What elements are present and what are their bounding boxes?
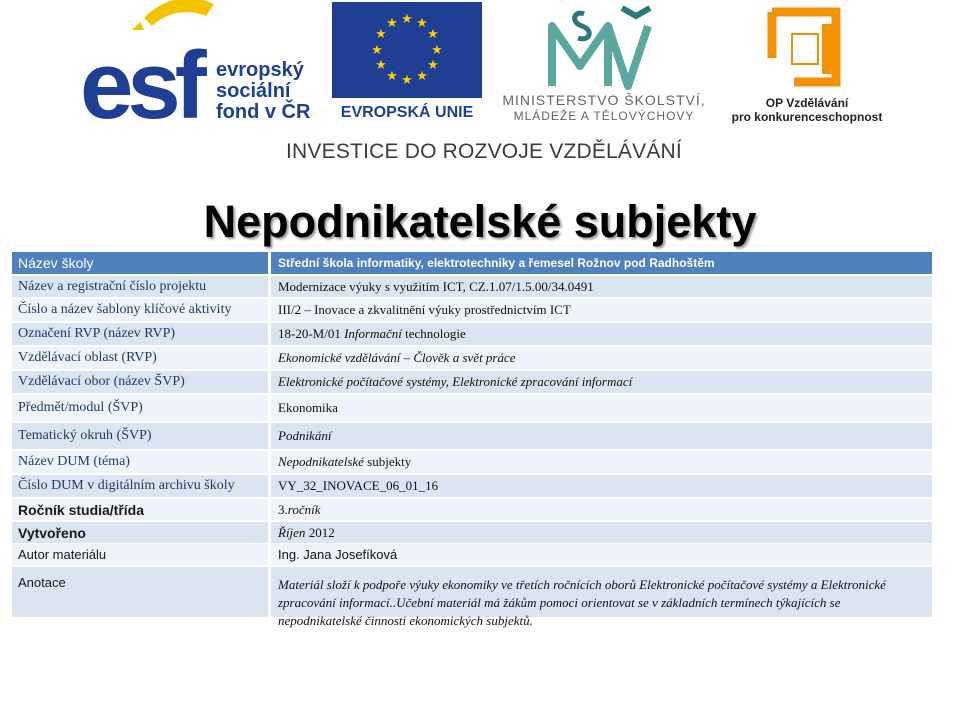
table-row [12,451,932,473]
row-value: III/2 – Inovace a zkvalitnění výuky prostřednictvím ICT [271,299,932,321]
row-value: Ing. Jana Josefíková [271,544,932,565]
esf-line-1: evropský [216,59,304,81]
svg-text:★: ★ [375,27,387,42]
row-value: Materiál složí k podpoře výuky ekonomiky ve třetích ročnících oborů Elektronické počítačové systémy a Elektronické zpracování informací..Učební materiál má žákům pomoci orientovat se v základních termínech týkajících se nepodnikatelské činnosti ekonomických subjektů. [271,567,932,617]
value-part: Informační [344,326,402,341]
svg-text:★: ★ [386,16,398,31]
row-label: Předmět/modul (ŠVP) [12,395,268,421]
msmt-wordmark [484,92,724,124]
row-label: Vytvořeno [12,522,268,543]
svg-text:★: ★ [386,69,398,84]
row-label: Číslo a název šablony klíčové aktivity [12,299,268,321]
svg-text:★: ★ [427,58,439,73]
table-row [12,567,932,628]
row-value: Elektronické počítačové systémy, Elektronické zpracování informací [271,371,932,393]
value-part: ročník [287,501,321,517]
table-row [12,423,932,449]
table-row [12,475,932,497]
msmt-line-1: MINISTERSTVO ŠKOLSTVÍ, [502,92,706,108]
row-value: Modernizace výuky s využitím ICT, CZ.1.07/1.5.00/34.0491 [271,276,932,297]
row-value: VY_32_INOVACE_06_01_16 [271,475,932,497]
svg-text:★: ★ [401,73,413,88]
svg-text:★: ★ [401,12,413,27]
value-part: Říjen [278,524,306,540]
svg-text:★: ★ [416,16,428,31]
table-row [12,276,932,297]
op-line-1: OP Vzdělávání [765,96,849,110]
row-value: Ekonomika [271,395,932,421]
row-label: Vzdělávací obor (název ŠVP) [12,371,268,393]
row-value [271,499,932,520]
value-part: a svět práce [449,350,516,365]
table-row [12,299,932,321]
row-value [271,347,932,369]
table-row [12,544,932,565]
value-part: 2012 [305,524,335,540]
slide-title: Nepodnikatelské subjekty [203,196,757,247]
svg-text:★: ★ [416,69,428,84]
table-row [12,371,932,393]
row-label: Název školy [12,252,268,274]
row-value [271,323,932,345]
table-row [12,347,932,369]
row-label: Autor materiálu [12,544,268,565]
eu-flag-icon [332,2,482,98]
row-label: Tematický okruh (ŠVP) [12,423,268,449]
value-part: subjekty [363,454,412,469]
svg-text:esf: esf [80,32,201,139]
esf-line-2: sociální [216,80,291,102]
op-wordmark [722,96,892,124]
svg-text:★: ★ [431,43,443,58]
table-row [12,522,932,543]
row-label: Vzdělávací oblast (RVP) [12,347,268,369]
value-part: 18-20-M/01 [278,326,345,341]
value-part: technologie [401,326,466,341]
row-label: Označení RVP (název RVP) [12,323,268,345]
row-label: Anotace [12,567,268,617]
esf-wordmark [216,60,310,123]
msmt-logo [544,6,664,92]
svg-text:★: ★ [371,43,383,58]
row-label: Název a registrační číslo projektu [12,276,268,297]
svg-text:★: ★ [427,27,439,42]
row-value: Podnikání [271,423,932,449]
table-row [12,499,932,520]
msmt-line-2: MLÁDEŽE A TĚLOVÝCHOVY [513,109,695,123]
row-value [271,522,932,543]
investice-slogan: INVESTICE DO ROZVOJE VZDĚLÁVÁNÍ [286,140,682,163]
row-value: Střední škola informatiky, elektrotechniky a řemesel Rožnov pod Radhoštěm [271,252,932,274]
eu-label: EVROPSKÁ UNIE [340,104,474,121]
row-label: Název DUM (téma) [12,451,268,473]
row-value [271,451,932,473]
value-part: Ekonomické vzdělávání – Člověk [278,350,450,365]
logo-banner [74,0,890,176]
row-label: Číslo DUM v digitálním archivu školy [12,475,268,497]
op-line-2: pro konkurenceschopnost [731,110,883,124]
esf-line-3: fond v ČR [216,101,311,123]
table-row [12,395,932,421]
row-label: Ročník studia/třída [12,499,268,520]
value-part: Nepodnikatelské [278,454,364,469]
svg-text:★: ★ [375,58,387,73]
value-part: 3. [278,501,288,517]
table-row [12,252,932,274]
table-row [12,323,932,345]
op-vzdelavani-logo [764,4,844,94]
